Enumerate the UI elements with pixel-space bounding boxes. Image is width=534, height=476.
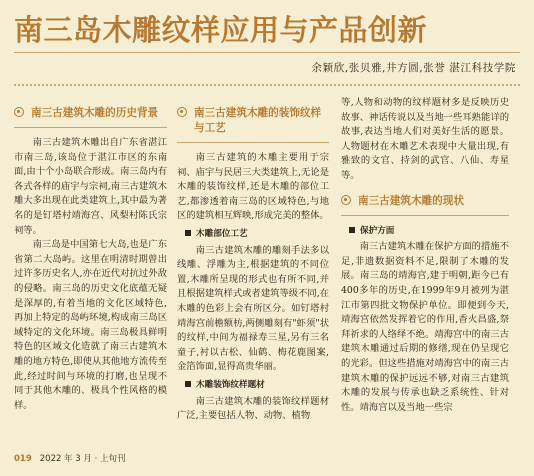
title-divider <box>14 52 520 53</box>
bullet-icon <box>341 195 351 205</box>
paragraph: 南三古建筑木雕出自广东省湛江市南三岛,该岛位于湛江市区的东南面,由十个小岛联合形成。南三岛内有各式各样的庙宇与宗祠,南三古建筑木雕大多出现在此类建筑上,其中最为著名的是钉塔村靖海宫、风梨村陈氏宗祠等。 <box>14 137 167 236</box>
subheading-protection: 保护方面 <box>341 224 509 239</box>
paragraph: 南三古建筑的木雕主要用于宗祠、庙宇与民居三大类建筑上,无论是木雕的装饰纹样,还是木雕的部位工艺,都渗透着南三岛的区域特色,与地区的建筑相互辉映,形成完美的整体。 <box>177 152 329 222</box>
subheading-carving-craft: 木雕部位工艺 <box>177 227 329 242</box>
square-bullet-icon <box>185 381 191 387</box>
article-title: 南三岛木雕纹样应用与产品创新 <box>14 13 428 47</box>
paragraph: 南三古建筑木雕的雕刻手法多以线雕、浮雕为主,根据建筑的不同位置,木雕所呈现的形式也有所不同,并且根据建筑样式或者建筑等级不同,在木雕的色彩上会有所区分。如钉塔村靖海宫前檐额枋,两侧雕刻有"虾须"状的纹样,中间为福禄寿三星,另有三名童子,衬以古松、仙鹤、梅花鹿图案,金箔饰面,显得高贵华丽。 <box>177 244 329 373</box>
subheading-pattern-themes: 木雕装饰纹样题材 <box>177 378 329 393</box>
paragraph: 南三古建筑木雕在保护方面的措施不足,非遗数据资料不足,限制了木雕的发展。南三岛的靖海宫,建于明朝,距今已有400多年的历史,在1999年9月被列为湛江市第四批文物保护单位。即便到今天,靖海宫依然发挥着它的作用,香火昌盛,祭拜祈求的人络绎不绝。靖海宫中的南三古建筑木雕通过后期的修缮,现在仍呈现它的光彩。但这些措施对靖海宫中的南三古建筑木雕的保护远远不够,对南三古建筑木雕的发展与传承也缺乏系统性、针对性。靖海宫以及当地一些宗 <box>341 241 509 413</box>
section-heading-text: 南三古建筑木雕的装饰纹样与工艺 <box>194 107 322 134</box>
page-number: 019 <box>14 454 32 464</box>
bullet-icon <box>14 107 24 117</box>
section-heading-craft <box>177 106 329 136</box>
author-divider <box>14 84 520 86</box>
column-1 <box>14 96 167 440</box>
column-3 <box>341 96 509 440</box>
page-footer <box>14 452 126 464</box>
square-bullet-icon <box>185 230 191 236</box>
square-bullet-icon <box>349 227 355 233</box>
paragraph: 南三岛是中国第七大岛,也是广东省第二大岛屿。这里在明清时期曾出过许多历史名人,亦在近代对抗过外敌的侵略。南三岛的历史文化底蕴无疑是深厚的,有着当地的文化区域特色,再加上特定的岛屿环境,构成南三岛区域特定的文化环境。南三岛极具鲜明特色的区域文化造就了南三古建筑木雕的地方特色,即使从其他地方流传至此,经过时间与环境的打磨,也呈现不同于其他木雕的、极具个性风格的模样。 <box>14 239 167 411</box>
paragraph: 等,人物和动物的纹样题材多是反映历史故事、神话传说以及当地一些耳熟能详的故事,表达当地人们对美好生活的愿景。人物题材在木雕艺术表现中大量出现,有雅致的文官、持剑的武官、八仙、寿星等。 <box>341 97 509 181</box>
issue-info: 2022 年 3 月 · 上旬刊 <box>39 454 126 464</box>
section-heading-history <box>14 106 167 121</box>
heading-underline <box>14 127 167 128</box>
column-2 <box>177 96 329 440</box>
paragraph: 南三古建筑木雕的装饰纹样题材广泛,主要包括人物、动物、植物 <box>177 395 329 422</box>
bullet-icon <box>177 107 187 117</box>
section-heading-text: 南三古建筑木雕的现状 <box>358 194 464 207</box>
article-authors: 余颖欣,张贝雅,井方圆,张誉 湛江科技学院 <box>311 62 516 74</box>
section-heading-status <box>341 194 509 209</box>
section-heading-text: 南三古建筑木雕的历史背景 <box>31 107 159 119</box>
heading-underline <box>341 215 509 216</box>
heading-underline <box>177 142 329 143</box>
